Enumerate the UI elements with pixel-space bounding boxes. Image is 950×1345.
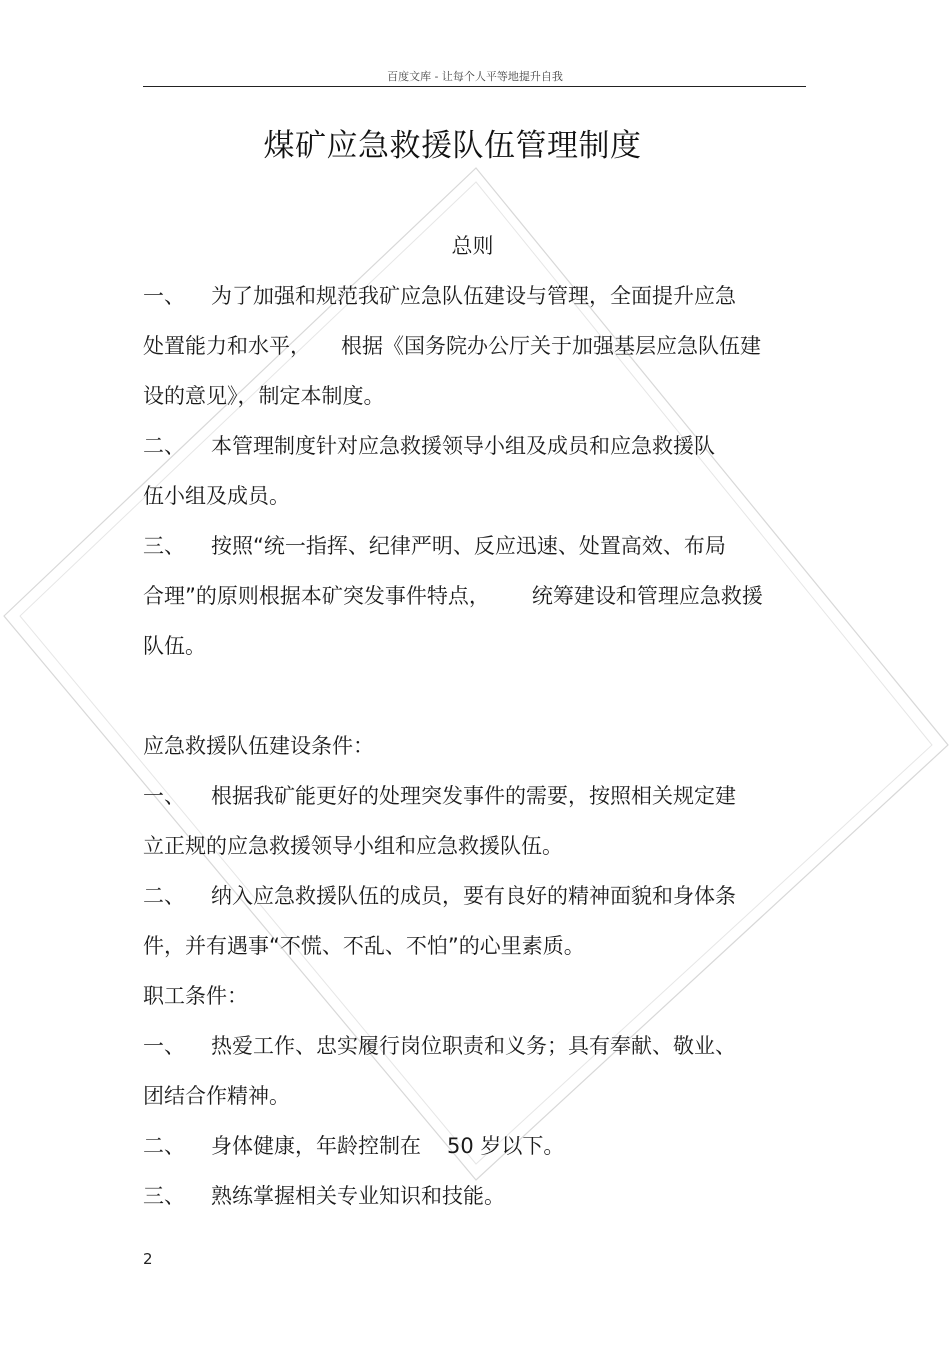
- item-number: 一、: [143, 784, 185, 808]
- paragraph-line: [143, 1180, 505, 1210]
- item-text: 合理”的原则根据本矿突发事件特点，: [143, 584, 490, 608]
- item-number: 三、: [143, 1184, 185, 1208]
- item-number: 一、: [143, 1034, 185, 1058]
- page-number: 2: [143, 1250, 153, 1268]
- item-text: 为了加强和规范我矿应急队伍建设与管理，全面提升应急: [211, 284, 736, 308]
- page-header: 百度文库 - 让每个人平等地提升自我: [387, 70, 563, 83]
- item-text: 身体健康，年龄控制在: [211, 1134, 421, 1158]
- paragraph-line: 队伍。: [143, 634, 206, 658]
- document-title: 煤矿应急救援队伍管理制度: [263, 128, 642, 164]
- paragraph-line: 伍小组及成员。: [143, 484, 290, 508]
- paragraph-line: [143, 1030, 736, 1060]
- item-number: 二、: [143, 884, 185, 908]
- item-text: 热爱工作、忠实履行岗位职责和义务；具有奉献、敬业、: [211, 1034, 736, 1058]
- item-text: 根据《国务院办公厅关于加强基层应急队伍建: [341, 334, 761, 358]
- paragraph-line: 团结合作精神。: [143, 1084, 290, 1108]
- item-text: 50 岁以下。: [447, 1134, 565, 1158]
- item-text: 按照“统一指挥、纪律严明、反应迅速、处置高效、布局: [211, 534, 726, 558]
- item-number: 三、: [143, 534, 185, 558]
- paragraph-line: [143, 1130, 564, 1160]
- item-number: 一、: [143, 284, 185, 308]
- paragraph-line: [143, 280, 736, 310]
- item-text: 熟练掌握相关专业知识和技能。: [211, 1184, 505, 1208]
- paragraph-line: 设的意见》，制定本制度。: [143, 384, 385, 408]
- item-number: 二、: [143, 434, 185, 458]
- item-text: 处置能力和水平，: [143, 334, 311, 358]
- paragraph-line: [143, 430, 715, 460]
- paragraph-line: 立正规的应急救援领导小组和应急救援队伍。: [143, 834, 563, 858]
- paragraph-line: [143, 780, 736, 810]
- paragraph-line: [143, 330, 761, 360]
- section-heading-general: 总则: [451, 234, 494, 258]
- section-heading-team-conditions: 应急救援队伍建设条件：: [143, 734, 374, 758]
- header-divider: [143, 86, 806, 87]
- item-text: 根据我矿能更好的处理突发事件的需要，按照相关规定建: [211, 784, 736, 808]
- paragraph-line: [143, 530, 726, 560]
- section-heading-staff-conditions: 职工条件：: [143, 984, 248, 1008]
- paragraph-line: 件，并有遇事“不慌、不乱、不怕”的心里素质。: [143, 934, 585, 958]
- item-text: 统筹建设和管理应急救援: [531, 584, 763, 608]
- item-number: 二、: [143, 1134, 185, 1158]
- paragraph-line: [143, 880, 736, 910]
- paragraph-line: [143, 580, 763, 610]
- item-text: 纳入应急救援队伍的成员，要有良好的精神面貌和身体条: [211, 884, 736, 908]
- item-text: 本管理制度针对应急救援领导小组及成员和应急救援队: [211, 434, 715, 458]
